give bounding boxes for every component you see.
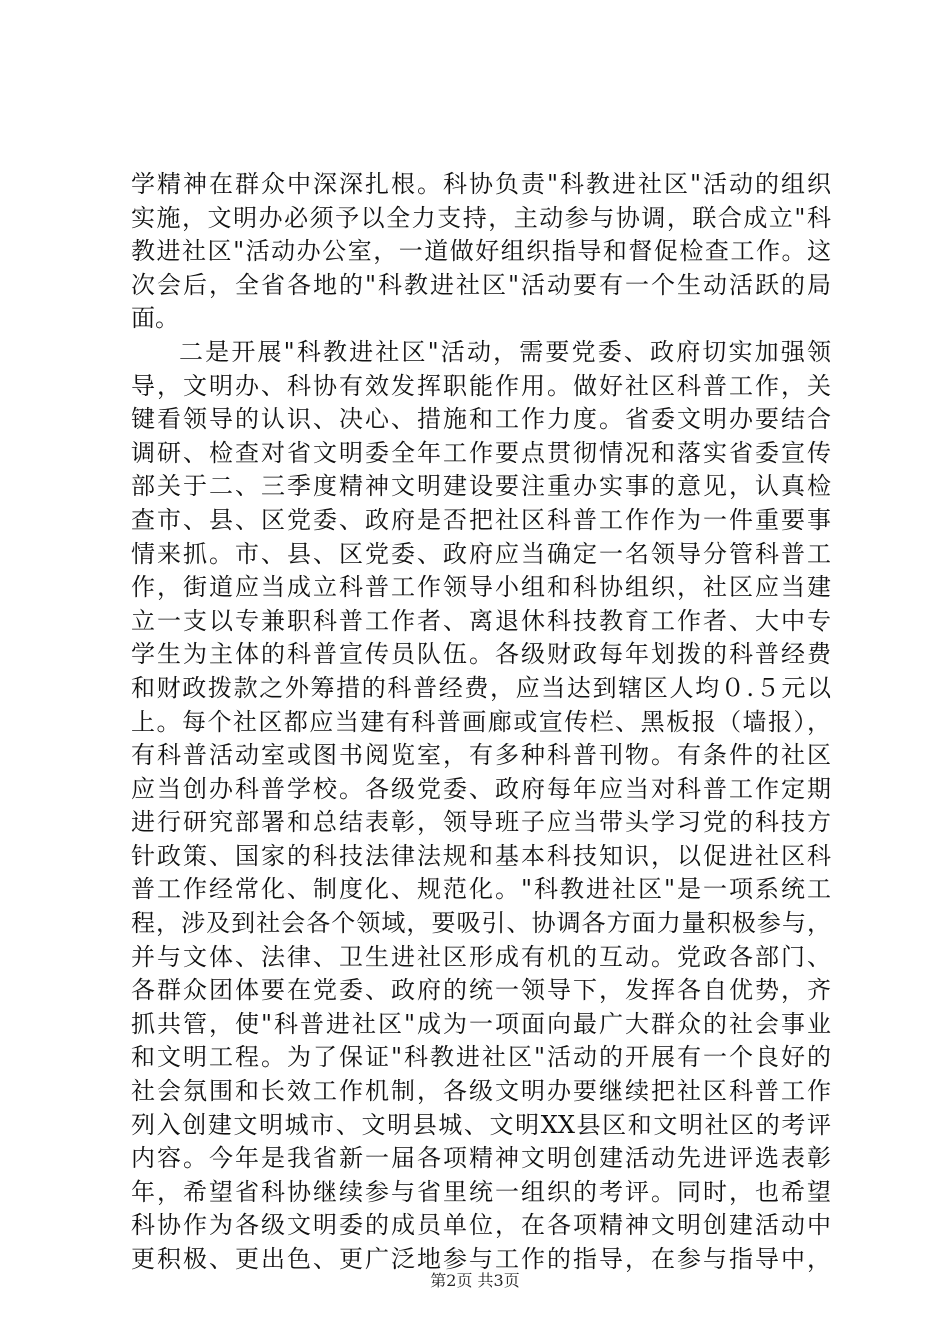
text-line: 调研、检查对省文明委全年工作要点贯彻情况和落实省委宣传 [131, 438, 831, 467]
text-line: 应当创办科普学校。各级党委、政府每年应当对科普工作定期 [131, 774, 831, 803]
text-line: 学精神在群众中深深扎根。科协负责"科教进社区"活动的组织 [131, 170, 831, 198]
text-line: 实施，文明办必须予以全力支持，主动参与协调，联合成立"科 [131, 203, 831, 232]
text-line: 面。 [131, 304, 179, 333]
text-line: 社会氛围和长效工作机制，各级文明办要继续把社区科普工作 [131, 1077, 831, 1106]
text-line: 上。每个社区都应当建有科普画廊或宣传栏、黑板报（墙报）， [131, 707, 831, 736]
text-line: 年，希望省科协继续参与省里统一组织的考评。同时，也希望 [131, 1177, 831, 1206]
text-line: 情来抓。市、县、区党委、政府应当确定一名领导分管科普工 [131, 539, 831, 568]
text-line: 部关于二、三季度精神文明建设要注重办实事的意见，认真检 [131, 472, 831, 501]
text-line: 各群众团体要在党委、政府的统一领导下，发挥各自优势，齐 [131, 976, 831, 1005]
text-line: 和财政拨款之外筹措的科普经费，应当达到辖区人均０.５元以 [131, 673, 831, 702]
text-line: 次会后，全省各地的"科教进社区"活动要有一个生动活跃的局 [131, 270, 831, 299]
text-line: 有科普活动室或图书阅览室，有多种科普刊物。有条件的社区 [131, 741, 831, 770]
text-line: 程，涉及到社会各个领域，要吸引、协调各方面力量积极参与， [131, 909, 831, 938]
text-line: 键看领导的认识、决心、措施和工作力度。省委文明办要结合 [131, 405, 831, 434]
text-line: 进行研究部署和总结表彰，领导班子应当带头学习党的科技方 [131, 808, 831, 837]
page-number-footer: 第2页 共3页 [430, 1271, 520, 1290]
paragraph-first-line: 二是开展"科教进社区"活动，需要党委、政府切实加强领 [179, 337, 831, 366]
text-line: 立一支以专兼职科普工作者、离退休科技教育工作者、大中专 [131, 606, 831, 635]
text-line: 作，街道应当成立科普工作领导小组和科协组织，社区应当建 [131, 573, 831, 602]
text-line: 普工作经常化、制度化、规范化。"科教进社区"是一项系统工 [131, 875, 831, 904]
text-line: 抓共管，使"科普进社区"成为一项面向最广大群众的社会事业 [131, 1009, 831, 1038]
text-line: 内容。今年是我省新一届各项精神文明创建活动先进评选表彰 [131, 1144, 831, 1173]
document-body [131, 168, 831, 1277]
text-line: 教进社区"活动办公室，一道做好组织指导和督促检查工作。这 [131, 237, 831, 266]
text-line: 并与文体、法律、卫生进社区形成有机的互动。党政各部门、 [131, 942, 831, 971]
text-line: 导，文明办、科协有效发挥职能作用。做好社区科普工作，关 [131, 371, 831, 400]
text-line: 列入创建文明城市、文明县城、文明XX县区和文明社区的考评 [131, 1110, 831, 1139]
text-line: 学生为主体的科普宣传员队伍。各级财政每年划拨的科普经费 [131, 640, 831, 669]
text-line: 更积极、更出色、更广泛地参与工作的指导，在参与指导中， [131, 1245, 831, 1273]
text-line: 针政策、国家的科技法律法规和基本科技知识，以促进社区科 [131, 841, 831, 870]
text-line: 和文明工程。为了保证"科教进社区"活动的开展有一个良好的 [131, 1043, 831, 1072]
text-line: 科协作为各级文明委的成员单位，在各项精神文明创建活动中 [131, 1211, 831, 1240]
text-line: 查市、县、区党委、政府是否把社区科普工作作为一件重要事 [131, 505, 831, 534]
